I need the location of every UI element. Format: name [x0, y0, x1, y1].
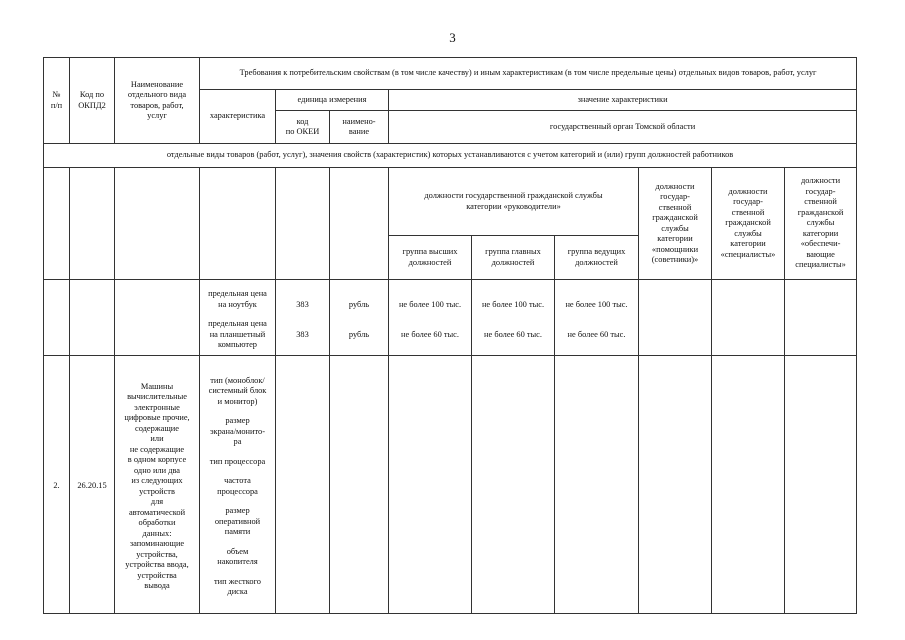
section-title-row: [44, 144, 857, 168]
header-unit: единица измерения: [276, 90, 389, 111]
header-row-1: [44, 58, 857, 90]
header-col-okpd: Код по ОКПД2: [70, 58, 115, 144]
price-laptop-leading: не более 100 тыс.: [565, 299, 628, 309]
price-tablet-leading: не более 60 тыс.: [567, 329, 626, 339]
price-tablet-label: предельная цена на планшетный компьютер: [208, 319, 267, 350]
price-tablet-main: не более 60 тыс.: [484, 329, 542, 339]
group-main: группа главных должностей: [472, 236, 555, 280]
item-2-name: Машины вычислительные электронные цифровые прочие, содержащие или не содержащие в одном корпусе одно или два из следующих устройств для автоматической обработки данных: запоминающие устройства, устройства ввода, устройства вывода: [115, 356, 200, 614]
page-number: 3: [449, 30, 456, 45]
item-2-num: 2.: [44, 356, 70, 614]
section-title: отдельные виды товаров (работ, услуг), значения свойств (характеристик) которых устанавливаются с учетом категорий и (или) групп должностей работников: [44, 144, 857, 168]
char-hdd-type: тип жесткого диска: [214, 576, 261, 596]
price-laptop-highest: не более 100 тыс.: [398, 299, 462, 309]
price-main: [472, 280, 555, 356]
header-unit-name: наимено- вание: [330, 111, 389, 144]
category-support: должности государ- ственной гражданской службы категории «обеспечи- вающие специалисты»: [785, 168, 857, 280]
char-processor-frequency: частота процессора: [217, 476, 258, 496]
price-characteristics: [200, 280, 276, 356]
item-2-characteristics: [200, 356, 276, 614]
item-2-row: [44, 356, 857, 614]
price-laptop-unit: рубль: [348, 299, 370, 309]
price-codes: [276, 280, 330, 356]
group-highest: группа высших должностей: [389, 236, 472, 280]
price-tablet-highest: не более 60 тыс.: [401, 329, 459, 339]
price-tablet-unit: рубль: [348, 329, 370, 339]
category-specialists: должности государ- ственной гражданской службы категории «специалисты»: [712, 168, 785, 280]
char-type: тип (моноблок/ системный блок и монитор): [208, 375, 267, 406]
char-ram-size: размер оперативной памяти: [214, 506, 261, 536]
header-authority: государственный орган Томской области: [389, 111, 857, 144]
header-value: значение характеристики: [389, 90, 857, 111]
char-processor-type: тип процессора: [209, 456, 266, 466]
category-assistants: должности государ- ственной гражданской службы категории «помощники (советники)»: [639, 168, 712, 280]
category-leaders: должности государственной гражданской службы категории «руководители»: [389, 168, 639, 236]
price-rows: [44, 280, 857, 356]
requirements-table: [43, 57, 857, 614]
price-units: [330, 280, 389, 356]
header-requirements: Требования к потребительским свойствам (в том числе качеству) и иным характеристикам (в том числе предельные цены) отдельных видов товаров, работ, услуг: [200, 58, 857, 90]
header-unit-code: код по ОКЕИ: [276, 111, 330, 144]
header-characteristic: характеристика: [200, 90, 276, 144]
price-laptop-code: 383: [296, 299, 309, 309]
category-row-1: [44, 168, 857, 236]
price-laptop-label: предельная цена на ноутбук: [208, 289, 267, 309]
header-col-name: Наименование отдельного вида товаров, работ, услуг: [115, 58, 200, 144]
char-screen-size: размер экрана/монито- ра: [209, 416, 266, 446]
item-2-code: 26.20.15: [70, 356, 115, 614]
price-laptop-main: не более 100 тыс.: [481, 299, 545, 309]
group-leading: группа ведущих должностей: [555, 236, 639, 280]
char-storage-volume: объем накопителя: [217, 546, 258, 566]
price-highest: [389, 280, 472, 356]
price-leading: [555, 280, 639, 356]
price-tablet-code: 383: [296, 329, 309, 339]
header-col-num: № п/п: [44, 58, 70, 144]
